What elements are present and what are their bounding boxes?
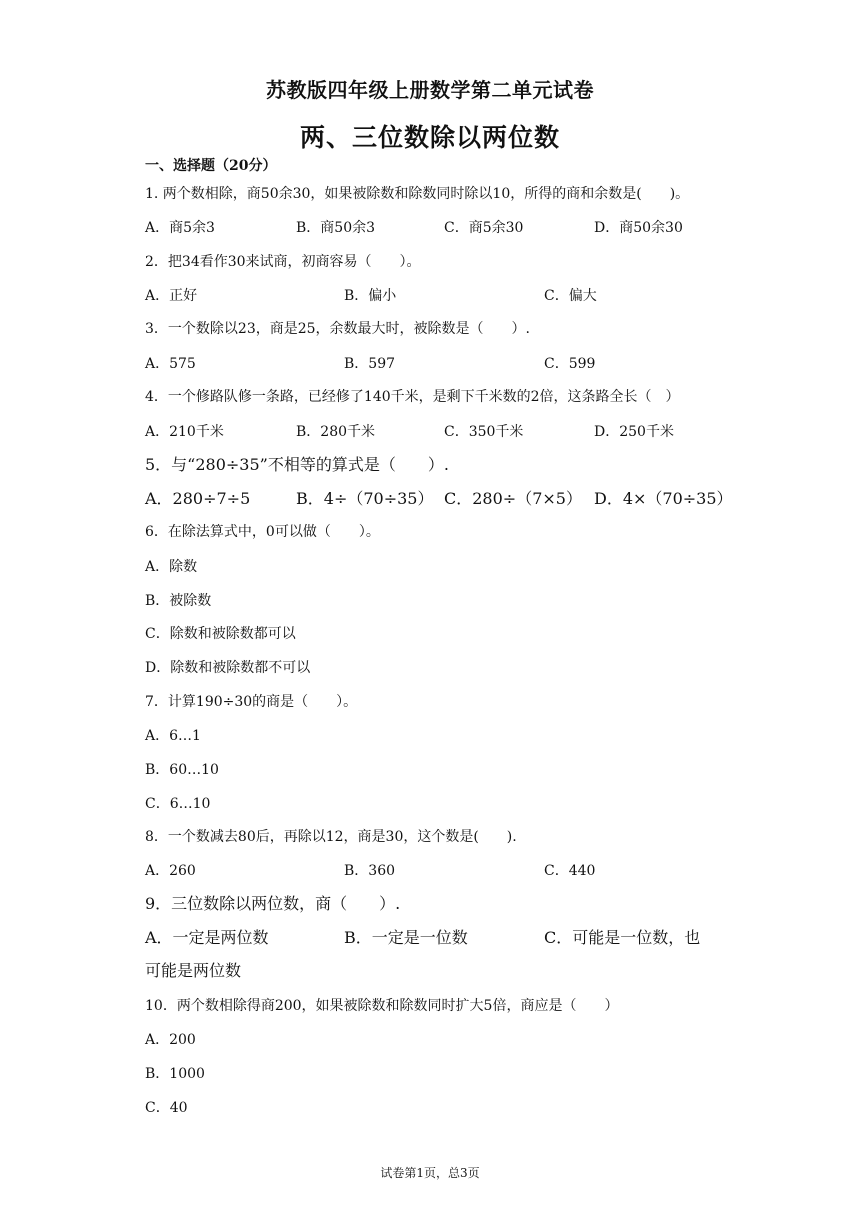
q9-option-a: A．一定是两位数 (145, 928, 269, 947)
q9-option-b: B．一定是一位数 (344, 928, 468, 947)
q4-option-a: A．210千米 (145, 424, 224, 440)
q8-option-a: A．260 (145, 863, 196, 879)
question-7: 7．计算190÷30的商是（ ）。 (145, 694, 358, 710)
q1-option-b: B．商50余3 (296, 220, 376, 236)
page-subtitle: 两、三位数除以两位数 (299, 123, 560, 152)
q3-option-a: A．575 (145, 356, 196, 372)
question-5: 5．与“280÷35”不相等的算式是（ ）. (145, 455, 449, 474)
q2-option-b: B．偏小 (344, 288, 397, 304)
q1-option-c: C．商5余30 (444, 220, 524, 236)
question-3: 3．一个数除以23，商是25，余数最大时，被除数是（ ）. (145, 321, 530, 337)
question-6: 6．在除法算式中，0可以做（ ）。 (145, 524, 380, 540)
q7-option-b: B．60…10 (145, 762, 219, 778)
section-title: 一、选择题（20分） (145, 158, 277, 174)
q8-option-c: C．440 (544, 863, 596, 879)
q10-option-c: C．40 (145, 1100, 188, 1116)
q10-option-b: B．1000 (145, 1066, 205, 1082)
q6-option-d: D．除数和被除数都不可以 (145, 660, 311, 676)
question-9: 9．三位数除以两位数，商（ ）. (145, 894, 401, 913)
q4-option-c: C．350千米 (444, 424, 524, 440)
q6-option-c: C．除数和被除数都可以 (145, 626, 296, 642)
q1-option-d: D．商50余30 (594, 220, 683, 236)
page-title: 苏教版四年级上册数学第二单元试卷 (266, 78, 594, 102)
q5-option-a: A．280÷7÷5 (145, 489, 251, 508)
q6-option-a: A．除数 (145, 559, 198, 575)
q5-option-c: C．280÷（7×5） (444, 489, 582, 508)
q10-option-a: A．200 (145, 1032, 196, 1048)
q5-option-d: D．4×（70÷35） (594, 489, 733, 508)
q7-option-a: A．6…1 (145, 728, 201, 744)
q2-option-a: A．正好 (145, 288, 198, 304)
q7-option-c: C．6…10 (145, 796, 211, 812)
question-8: 8．一个数减去80后，再除以12，商是30，这个数是( ). (145, 829, 517, 845)
q6-option-b: B．被除数 (145, 593, 212, 609)
q2-option-c: C．偏大 (544, 288, 597, 304)
q4-option-b: B．280千米 (296, 424, 376, 440)
q9-option-c-continuation: 可能是两位数 (145, 961, 242, 980)
q3-option-b: B．597 (344, 356, 396, 372)
q5-option-b: B．4÷（70÷35） (296, 489, 434, 508)
q1-option-a: A．商5余3 (145, 220, 215, 236)
question-2: 2．把34看作30来试商，初商容易（ ）。 (145, 254, 421, 270)
page-footer: 试卷第1页，总3页 (380, 1166, 480, 1180)
q8-option-b: B．360 (344, 863, 396, 879)
q3-option-c: C．599 (544, 356, 596, 372)
question-1: 1. 两个数相除，商50余30，如果被除数和除数同时除以10，所得的商和余数是( )。 (145, 186, 690, 202)
q9-option-c: C．可能是一位数，也 (544, 928, 701, 947)
question-4: 4．一个修路队修一条路，已经修了140千米，是剩下千米数的2倍，这条路全长（ ） (145, 389, 680, 405)
question-10: 10．两个数相除得商200，如果被除数和除数同时扩大5倍，商应是（ ） (145, 998, 619, 1014)
q4-option-d: D．250千米 (594, 424, 674, 440)
